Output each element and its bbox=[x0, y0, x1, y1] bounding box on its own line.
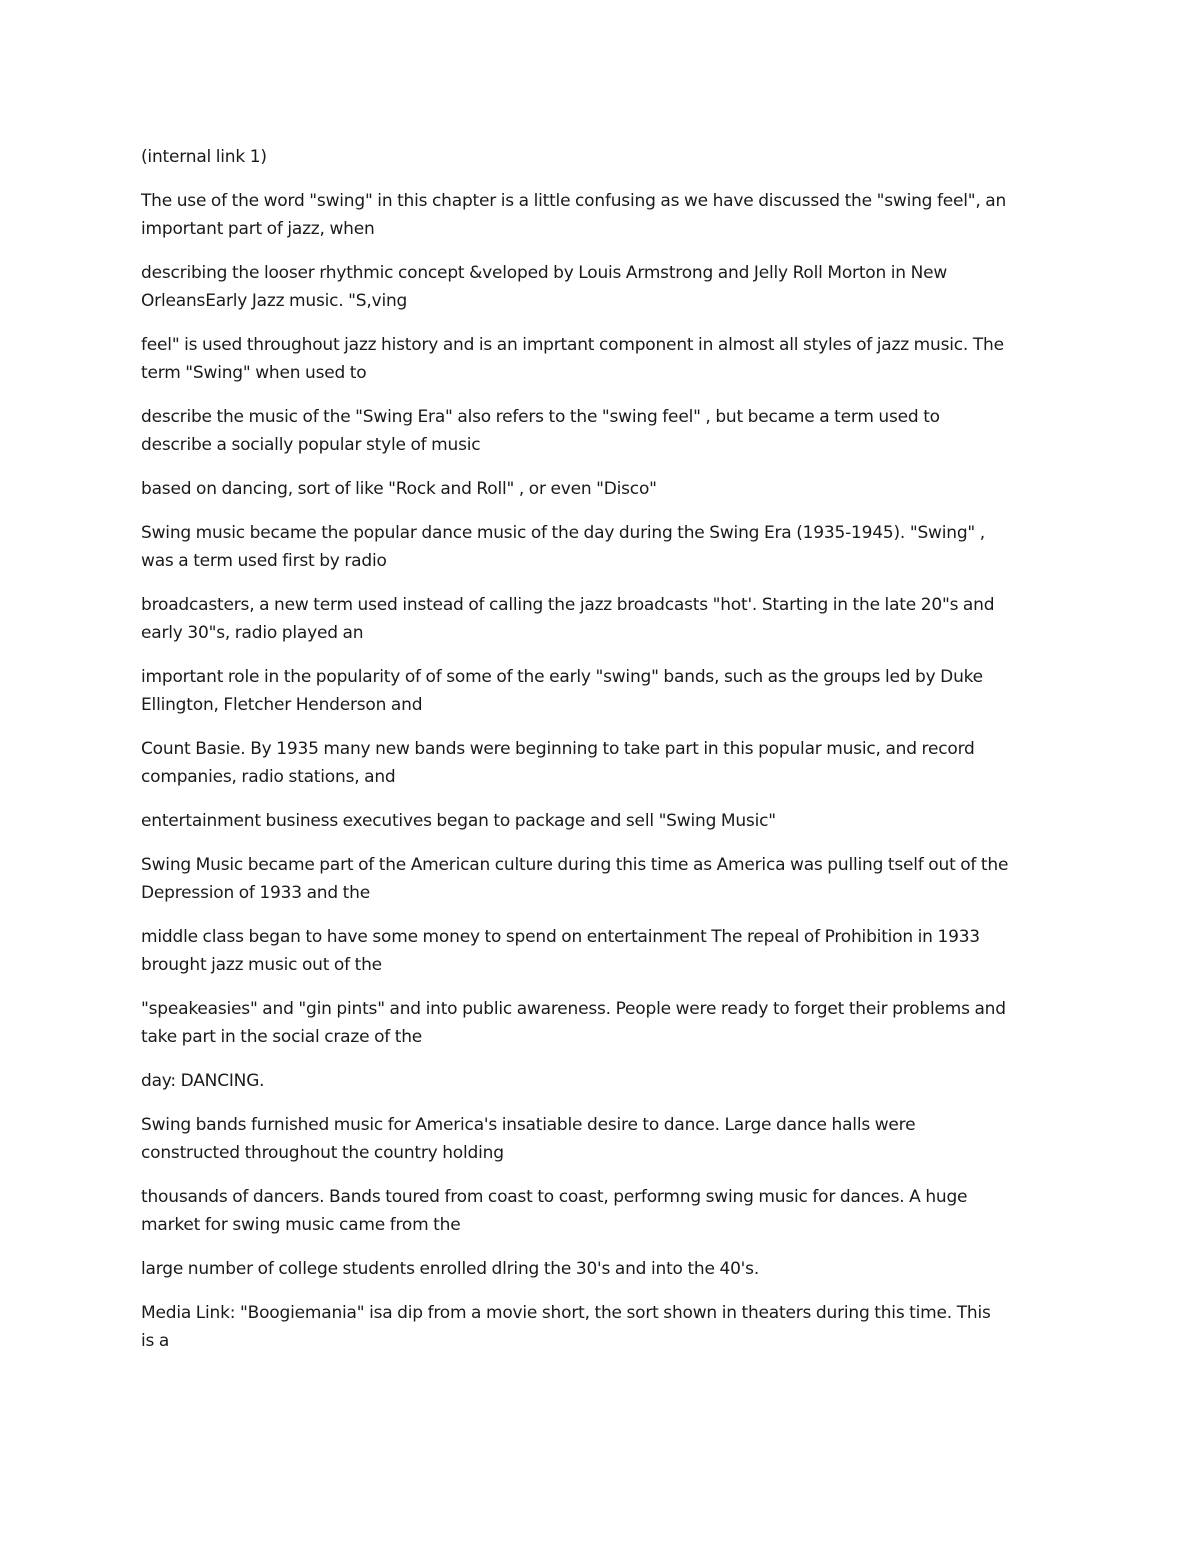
paragraph-line: Swing music became the popular dance music of the day during the Swing Era (1935-1945). "Swing" , bbox=[141, 523, 985, 543]
paragraph-line: middle class began to have some money to spend on entertainment The repeal of Prohibition in 1933 bbox=[141, 927, 980, 947]
paragraph-line: brought jazz music out of the bbox=[141, 955, 382, 975]
paragraph bbox=[141, 807, 1066, 835]
paragraph bbox=[141, 331, 1066, 387]
paragraph bbox=[141, 1111, 1066, 1167]
paragraph-line: The use of the word "swing" in this chapter is a little confusing as we have discussed the "swing feel", an bbox=[141, 191, 1007, 211]
paragraph bbox=[141, 187, 1066, 243]
paragraph-line: "speakeasies" and "gin pints" and into public awareness. People were ready to forget their problems and bbox=[141, 999, 1006, 1019]
paragraph-line: take part in the social craze of the bbox=[141, 1027, 423, 1047]
paragraph-line: was a term used first by radio bbox=[141, 551, 387, 571]
paragraph-line: OrleansEarly Jazz music. "S,ving bbox=[141, 291, 408, 311]
paragraph-line: Depression of 1933 and the bbox=[141, 883, 370, 903]
paragraph-line: Ellington, Fletcher Henderson and bbox=[141, 695, 423, 715]
paragraph bbox=[141, 663, 1066, 719]
paragraph bbox=[141, 475, 1066, 503]
paragraph-line: constructed throughout the country holding bbox=[141, 1143, 504, 1163]
paragraph bbox=[141, 995, 1066, 1051]
paragraph-line: early 30"s, radio played an bbox=[141, 623, 364, 643]
paragraph-line: companies, radio stations, and bbox=[141, 767, 396, 787]
paragraph bbox=[141, 259, 1066, 315]
paragraph-line: describe a socially popular style of music bbox=[141, 435, 481, 455]
paragraph-line: is a bbox=[141, 1331, 170, 1351]
paragraph-line: Media Link: "Boogiemania" isa dip from a movie short, the sort shown in theaters during this time. This bbox=[141, 1303, 991, 1323]
paragraph-line: important part of jazz, when bbox=[141, 219, 375, 239]
paragraph-line: based on dancing, sort of like "Rock and Roll" , or even "Disco" bbox=[141, 479, 657, 499]
paragraph-line: large number of college students enrolled dlring the 30's and into the 40's. bbox=[141, 1259, 760, 1279]
paragraph-line: describing the looser rhythmic concept &veloped by Louis Armstrong and Jelly Roll Morton in New bbox=[141, 263, 948, 283]
paragraph bbox=[141, 403, 1066, 459]
paragraph-line: (internal link 1) bbox=[141, 147, 267, 167]
paragraph bbox=[141, 735, 1066, 791]
paragraph-line: day: DANCING. bbox=[141, 1071, 265, 1091]
paragraph-line: important role in the popularity of of some of the early "swing" bands, such as the groups led by Duke bbox=[141, 667, 983, 687]
paragraph-line: Swing bands furnished music for America's insatiable desire to dance. Large dance halls were bbox=[141, 1115, 916, 1135]
paragraph bbox=[141, 1299, 1066, 1355]
paragraph-line: thousands of dancers. Bands toured from coast to coast, performng swing music for dances. A huge bbox=[141, 1187, 968, 1207]
paragraph bbox=[141, 1067, 1066, 1095]
paragraph bbox=[141, 1255, 1066, 1283]
paragraph bbox=[141, 851, 1066, 907]
paragraph-line: describe the music of the "Swing Era" also refers to the "swing feel" , but became a term used to bbox=[141, 407, 940, 427]
paragraph-line: feel" is used throughout jazz history and is an imprtant component in almost all styles of jazz music. The bbox=[141, 335, 1004, 355]
paragraph bbox=[141, 591, 1066, 647]
paragraph bbox=[141, 1183, 1066, 1239]
paragraph bbox=[141, 519, 1066, 575]
paragraph-line: market for swing music came from the bbox=[141, 1215, 461, 1235]
document-body bbox=[141, 143, 1066, 1371]
paragraph-line: Swing Music became part of the American culture during this time as America was pulling tself out of the bbox=[141, 855, 1009, 875]
paragraph-line: entertainment business executives began to package and sell "Swing Music" bbox=[141, 811, 776, 831]
paragraph bbox=[141, 143, 1066, 171]
paragraph-line: Count Basie. By 1935 many new bands were beginning to take part in this popular music, and record bbox=[141, 739, 975, 759]
paragraph bbox=[141, 923, 1066, 979]
paragraph-line: term "Swing" when used to bbox=[141, 363, 367, 383]
paragraph-line: broadcasters, a new term used instead of calling the jazz broadcasts "hot'. Starting in the late 20"s and bbox=[141, 595, 995, 615]
